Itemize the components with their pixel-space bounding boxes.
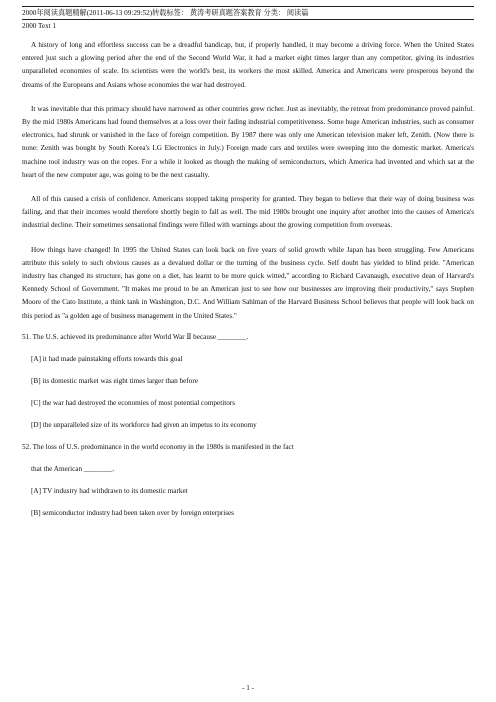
question-52-stem: 52. The loss of U.S. predominance in the world economy in the 1980s is manifested in the fact [22, 442, 294, 451]
question-52-option-b: [B] semiconductor industry had been taken over by foreign enterprises [31, 508, 234, 517]
question-52-stem-continuation: that the American ________. [31, 464, 115, 473]
question-51-stem: 51. The U.S. achieved its predominance after World War Ⅱ because ________. [22, 332, 249, 341]
top-rule [22, 6, 474, 7]
paragraph-1: A history of long and effortless success can be a dreadful handicap, but, if properly handled, it may become a driving force. When the United States entered just such a glowing period after the end of the Second World War, it had a market eight times larger than any competitor, giving its industries unparalleled economies of scale. Its scientists were the world's best, its workers the most skilled. America and Americans were prosperous beyond the dreams of the Europeans and Asians whose economies the war had destroyed. [22, 41, 474, 89]
section-title: 2000 Text 1 [22, 22, 57, 30]
paragraph-3: All of this caused a crisis of confidence. Americans stopped taking prosperity for granted. They began to believe that their way of doing business was failing, and that their incomes would therefore shortly begin to fall as well. The mid 1980s brought one inquiry after another into the causes of America's industrial decline. Their sometimes sensational findings were filled with warnings about the growing competition from overseas. [22, 195, 474, 230]
document-page [22, 8, 474, 519]
page-number: - 1 - [242, 684, 254, 692]
question-51-option-d: [D] the unparalleled size of its workforce had given an impetus to its economy [31, 420, 257, 429]
paragraph-4: How things have changed! In 1995 the United States can look back on five years of solid growth while Japan has been struggling. Few Americans attribute this solely to such obvious causes as a devalued dollar or the turning of the business cycle. Self doubt has yielded to blind pride. "American industry has changed its structure, has gone on a diet, has learnt to be more quick witted," according to Richard Cavanaugh, executive dean of Harvard's Kennedy School of Government. "It makes me proud to be an American just to see how our businesses are improving their productivity," says Stephen Moore of the Cato Institute, a think tank in Washington, D.C. And William Sahlman of the Harvard Business School believes that people will look back on this period as "a golden age of business management in the United States." [22, 245, 474, 320]
page-header: 2000年阅读真题精解(2011-06-13 09:29:52)转载标签： 黄涛考研真题答案教育 分类： 阅读篇 [22, 8, 474, 20]
question-51-option-c: [C] the war had destroyed the economies of most potential competitors [31, 398, 235, 407]
paragraph-2: It was inevitable that this primacy should have narrowed as other countries grew richer. Just as inevitably, the retreat from predominance proved painful. By the mid 1980s Americans had found themselves at a loss over their fading industrial competitiveness. Some huge American industries, such as consumer electronics, had shrunk or vanished in the face of foreign competition. By 1987 there was only one American television maker left, Zenith. (Now there is none: Zenith was bought by South Korea's LG Electronics in July.) Foreign made cars and textiles were sweeping into the domestic market. America's machine tool industry was on the ropes. For a while it looked as though the making of semiconductors, which America had invented and which sat at the heart of the new computer age, was going to be the next casualty. [22, 104, 474, 179]
question-52-option-a: [A] TV industry had withdrawn to its domestic market [31, 486, 188, 495]
question-51-option-a: [A] it had made painstaking efforts towards this goal [31, 354, 183, 363]
question-51-option-b: [B] its domestic market was eight times larger than before [31, 376, 198, 385]
